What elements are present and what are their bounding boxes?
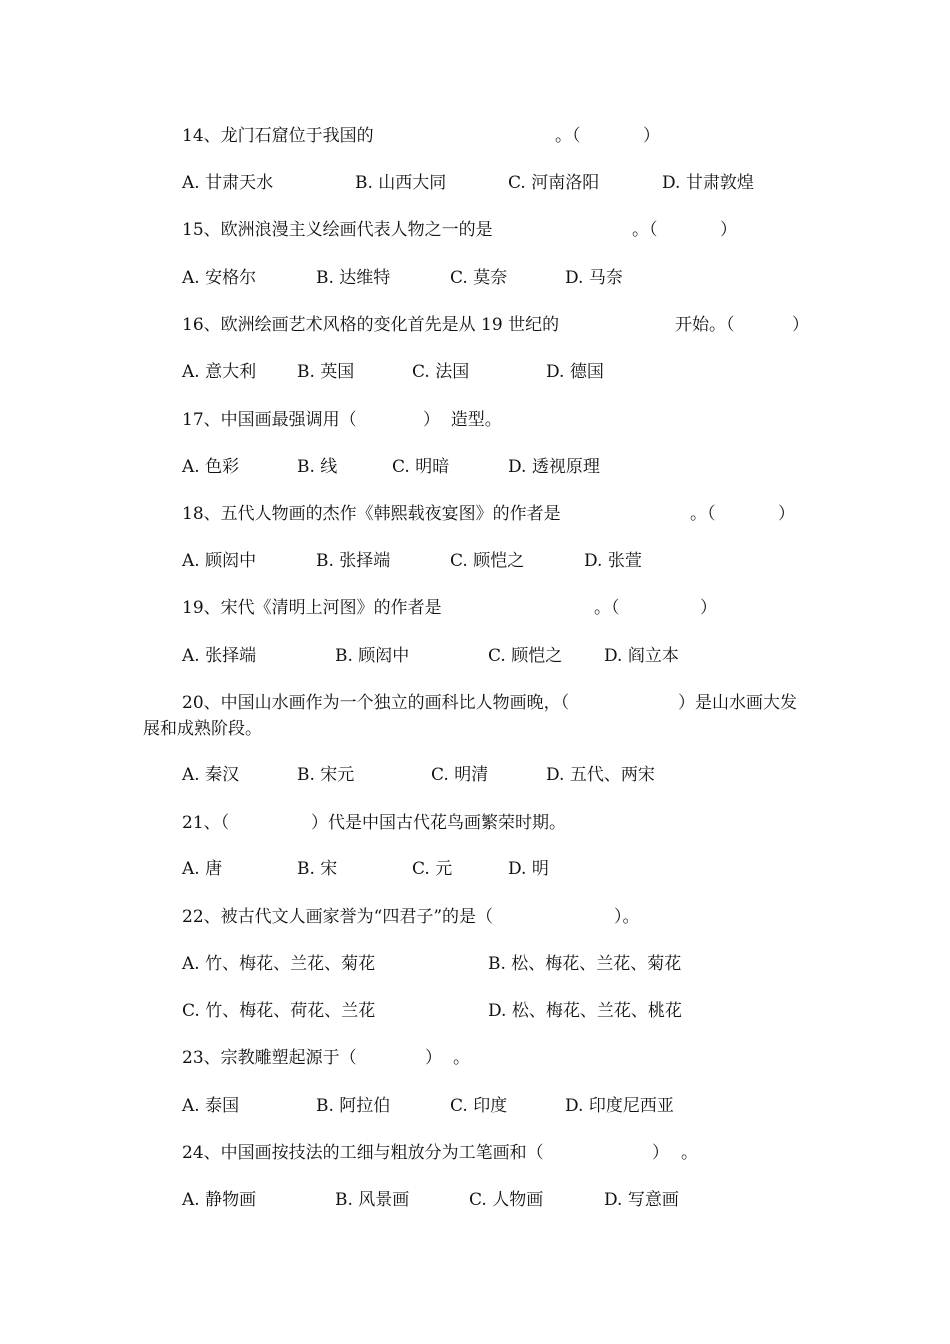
answer-option: C. 人物画 [469,1190,544,1210]
question-stem-text: 22、被古代文人画家誉为“四君子”的是（ [182,907,494,927]
answer-option: A. 竹、梅花、兰花、菊花 [182,954,376,974]
question-stem-text: ）。 [614,907,640,927]
answer-option: D. 松、梅花、兰花、桃花 [488,1001,682,1021]
answer-option: D. 德国 [546,362,604,382]
question-stem-text: 展和成熟阶段。 [143,719,262,739]
answer-option: C. 莫奈 [450,268,508,288]
answer-option: C. 竹、梅花、荷花、兰花 [182,1001,376,1021]
question-stem-text: ） [652,1143,669,1163]
question-stem-text: 23、宗教雕塑起源于（ [182,1048,357,1068]
answer-option: A. 泰国 [182,1096,240,1116]
question-stem-text: 14、龙门石窟位于我国的 [182,126,374,146]
answer-option: A. 甘肃天水 [182,173,274,193]
answer-option: C. 明清 [431,765,489,785]
answer-option: A. 色彩 [182,457,240,477]
answer-option: D. 阎立本 [604,646,679,666]
question-stem-text: 24、中国画按技法的工细与粗放分为工笔画和（ [182,1143,544,1163]
answer-option: D. 甘肃敦煌 [662,173,754,193]
question-stem-text: ） [792,315,809,335]
answer-option: D. 明 [508,859,549,879]
question-stem-text: 20、中国山水画作为一个独立的画科比人物画晚，（ [182,693,570,713]
answer-option: A. 张择端 [182,646,257,666]
question-stem-text: 。 [453,1048,470,1068]
answer-option: D. 透视原理 [508,457,600,477]
answer-option: D. 写意画 [604,1190,679,1210]
answer-option: A. 静物画 [182,1190,257,1210]
answer-option: B. 线 [297,457,338,477]
answer-option: B. 风景画 [335,1190,410,1210]
answer-option: B. 英国 [297,362,355,382]
question-stem-text: 18、五代人物画的杰作《韩熙载夜宴图》的作者是 [182,504,561,524]
question-stem-text: 。（ [594,598,620,618]
answer-option: C. 顾恺之 [450,551,525,571]
question-stem-text: 19、宋代《清明上河图》的作者是 [182,598,442,618]
answer-option: D. 张萱 [584,551,642,571]
answer-option: A. 秦汉 [182,765,240,785]
answer-option: B. 宋 [297,859,338,879]
answer-option: B. 宋元 [297,765,355,785]
question-stem-text: 。（ [632,220,658,240]
answer-option: A. 唐 [182,859,223,879]
answer-option: A. 意大利 [182,362,257,382]
answer-option: B. 顾闳中 [335,646,410,666]
answer-option: C. 顾恺之 [488,646,563,666]
question-stem-text: ） 造型。 [423,410,502,430]
answer-option: B. 达维特 [316,268,391,288]
answer-option: A. 顾闳中 [182,551,257,571]
answer-option: B. 张择端 [316,551,391,571]
question-stem-text: 17、中国画最强调用（ [182,410,357,430]
question-stem-text: ） [425,1048,442,1068]
question-stem-text: ）是山水画大发 [678,693,797,713]
answer-option: D. 马奈 [565,268,623,288]
answer-option: A. 安格尔 [182,268,257,288]
question-stem-text: 16、欧洲绘画艺术风格的变化首先是从 19 世纪的 [182,315,560,335]
answer-option: B. 松、梅花、兰花、菊花 [488,954,682,974]
question-stem-text: ） [643,126,660,146]
answer-option: C. 河南洛阳 [508,173,600,193]
answer-option: C. 法国 [412,362,470,382]
answer-option: B. 山西大同 [355,173,447,193]
question-stem-text: ） [778,504,795,524]
answer-option: D. 五代、两宋 [546,765,655,785]
question-stem-text: 开始。（ [675,315,735,335]
answer-option: C. 明暗 [392,457,450,477]
question-stem-text: ）代是中国古代花鸟画繁荣时期。 [311,813,566,833]
question-stem-text: ） [700,598,717,618]
answer-option: C. 元 [412,859,453,879]
answer-option: C. 印度 [450,1096,508,1116]
question-stem-text: 。（ [555,126,581,146]
answer-option: B. 阿拉伯 [316,1096,391,1116]
question-stem-text: 15、欧洲浪漫主义绘画代表人物之一的是 [182,220,493,240]
question-stem-text: 21、（ [182,813,230,833]
question-stem-text: 。（ [690,504,716,524]
answer-option: D. 印度尼西亚 [565,1096,674,1116]
question-stem-text: 。 [681,1143,698,1163]
question-stem-text: ） [720,220,737,240]
